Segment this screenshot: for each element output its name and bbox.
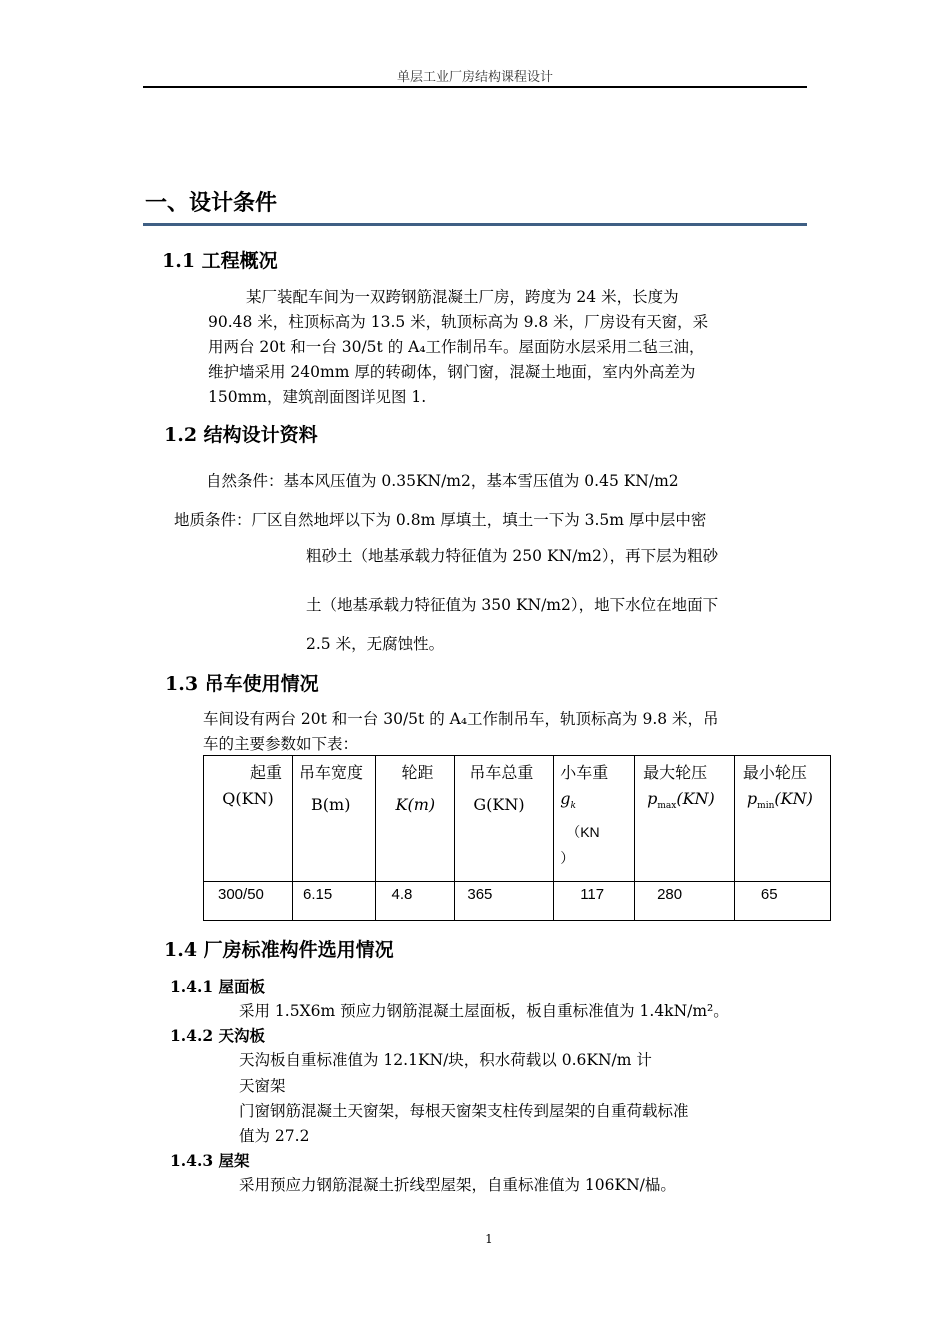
header-cell-lifting xyxy=(204,756,293,882)
header-cell-width xyxy=(293,756,376,882)
table-cell: 6.15 xyxy=(293,882,376,921)
table-header-row xyxy=(204,756,831,882)
section-rule xyxy=(143,223,807,226)
geology-line: 地质条件：厂区自然地坪以下为 0.8m 厚填土，填土一下为 3.5m 厚中层中密 xyxy=(174,511,707,529)
header-cell-max-wheel-load xyxy=(635,756,735,882)
table-cell: 65 xyxy=(734,882,830,921)
geology-line: 粗砂土（地基承载力特征值为 250 KN/m2），再下层为粗砂 xyxy=(306,547,719,565)
header-text: 吊车宽度 xyxy=(299,763,364,782)
paragraph-line: 值为 27.2 xyxy=(239,1127,310,1145)
header-rule xyxy=(143,86,807,88)
header-text: g xyxy=(560,789,571,808)
paragraph-line: 门窗钢筋混凝土天窗架，每根天窗架支柱传到屋架的自重荷载标准 xyxy=(239,1102,689,1120)
header-text: (KN) xyxy=(676,789,715,808)
table-row xyxy=(204,882,831,921)
header-cell-total-weight xyxy=(455,756,554,882)
header-text: K(m) xyxy=(395,795,436,814)
header-text: k xyxy=(570,801,576,812)
header-text: min xyxy=(757,801,775,812)
paragraph-line: 维护墙采用 240mm 厚的转砌体，钢门窗，混凝土地面，室内外高差为 xyxy=(208,363,696,381)
header-text: 起重 xyxy=(250,763,283,782)
paragraph-line: 天沟板自重标准值为 12.1KN/块，积水荷载以 0.6KN/m 计 xyxy=(239,1051,652,1069)
paragraph-line: 采用预应力钢筋混凝土折线型屋架，自重标准值为 106KN/榀。 xyxy=(239,1176,676,1194)
geology-line: 土（地基承载力特征值为 350 KN/m2），地下水位在地面下 xyxy=(306,596,719,614)
header-text: （KN xyxy=(566,824,600,841)
header-cell-min-wheel-load xyxy=(734,756,830,882)
paragraph-line: 采用 1.5X6m 预应力钢筋混凝土屋面板，板自重标准值为 1.4kN/m²。 xyxy=(239,1002,729,1020)
paragraph-line: 车的主要参数如下表： xyxy=(203,735,359,753)
crane-parameters-table xyxy=(203,755,831,921)
paragraph-line: 90.48 米，柱顶标高为 13.5 米，轨顶标高为 9.8 米，厂房设有天窗，采 xyxy=(208,313,709,331)
subsection-1-2-title: 1.2 结构设计资料 xyxy=(164,424,318,446)
subsubsection-1-4-2-title: 1.4.2 天沟板 xyxy=(170,1026,266,1045)
natural-conditions: 自然条件：基本风压值为 0.35KN/m2，基本雪压值为 0.45 KN/m2 xyxy=(206,472,679,490)
subsubsection-1-4-1-title: 1.4.1 屋面板 xyxy=(170,977,266,996)
page-number: 1 xyxy=(485,1232,493,1246)
table-cell: 365 xyxy=(455,882,554,921)
table-cell: 280 xyxy=(635,882,735,921)
header-text: (KN) xyxy=(774,789,813,808)
paragraph-line: 用两台 20t 和一台 30/5t 的 A₄工作制吊车。屋面防水层采用二毡三油， xyxy=(208,338,705,356)
header-text: 最大轮压 xyxy=(643,763,708,782)
header-text: B(m) xyxy=(311,795,351,814)
table-cell: 300/50 xyxy=(204,882,293,921)
header-text: G(KN) xyxy=(473,795,525,814)
header-text: ） xyxy=(560,850,575,867)
paragraph-line: 天窗架 xyxy=(239,1077,286,1095)
paragraph-line: 车间设有两台 20t 和一台 30/5t 的 A₄工作制吊车，轨顶标高为 9.8 米，吊 xyxy=(203,710,719,728)
header-text: p xyxy=(647,789,658,808)
header-text: 轮距 xyxy=(401,763,434,782)
table-cell: 117 xyxy=(554,882,635,921)
subsubsection-1-4-3-title: 1.4.3 屋架 xyxy=(170,1151,250,1170)
header-text: 吊车总重 xyxy=(469,763,534,782)
header-text: max xyxy=(657,801,677,812)
table-cell: 4.8 xyxy=(375,882,455,921)
header-text: Q(KN) xyxy=(222,789,274,808)
header-text: p xyxy=(746,789,758,808)
paragraph-line: 150mm，建筑剖面图详见图 1. xyxy=(208,388,427,406)
header-text: 小车重 xyxy=(560,763,609,782)
header-text: 最小轮压 xyxy=(742,763,807,782)
header-cell-wheelbase xyxy=(375,756,455,882)
section-heading: 一、设计条件 xyxy=(145,190,278,216)
paragraph-line: 某厂装配车间为一双跨钢筋混凝土厂房，跨度为 24 米，长度为 xyxy=(246,288,679,306)
subsection-1-3-title: 1.3 吊车使用情况 xyxy=(165,673,319,695)
page-header: 单层工业厂房结构课程设计 xyxy=(396,70,553,85)
subsection-1-1-title: 1.1 工程概况 xyxy=(162,250,278,272)
subsection-1-4-title: 1.4 厂房标准构件选用情况 xyxy=(164,939,394,961)
header-cell-trolley-weight xyxy=(554,756,635,882)
geology-line: 2.5 米，无腐蚀性。 xyxy=(306,635,445,653)
